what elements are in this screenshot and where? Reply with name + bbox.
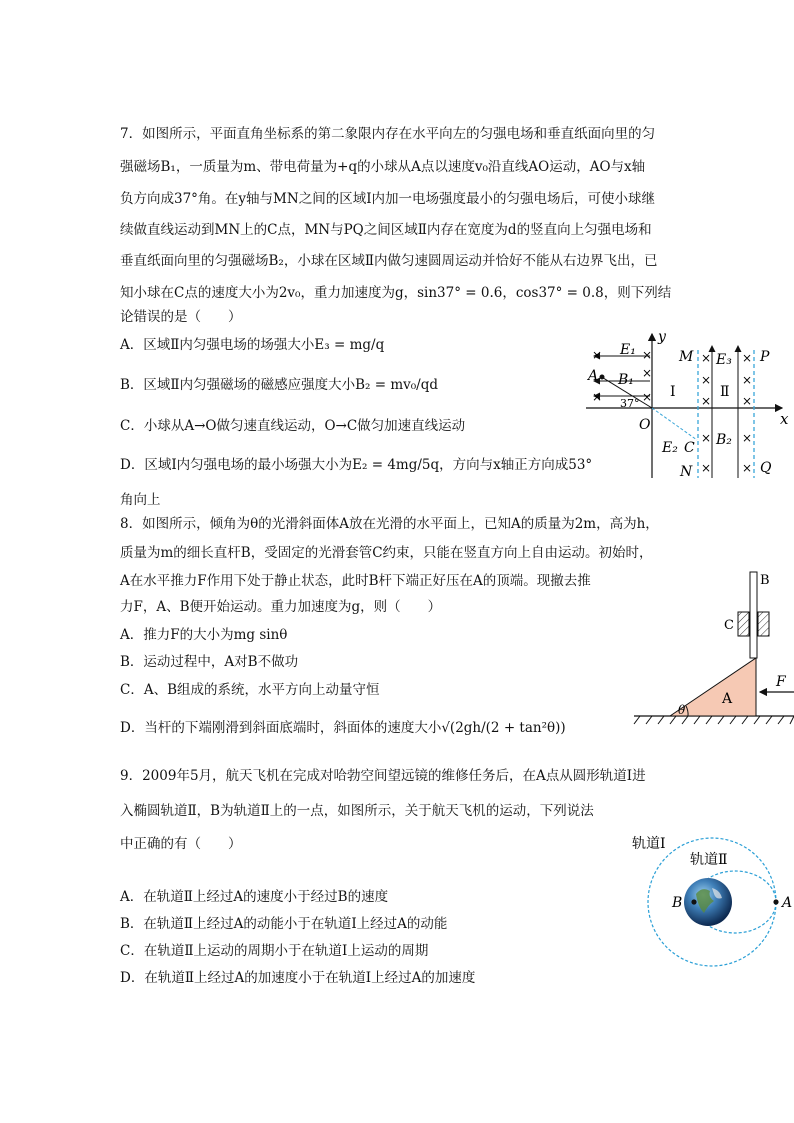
svg-text:×: × bbox=[742, 431, 753, 445]
b2-crosses bbox=[701, 351, 752, 475]
q8-line-1: 8．如图所示，倾角为θ的光滑斜面体A放在光滑的水平面上，已知A的质量为2m，高为h， bbox=[120, 516, 659, 532]
q8-line-2: 质量为m的细长直杆B，受固定的光滑套管C约束，只能在竖直方向上自由运动。初始时， bbox=[120, 545, 653, 561]
sleeve-c-left bbox=[738, 612, 749, 636]
label-point-b: B bbox=[672, 895, 683, 911]
label-e3: E₃ bbox=[716, 352, 732, 368]
label-angle: 37° bbox=[620, 397, 640, 410]
line-oc bbox=[652, 408, 697, 440]
svg-text:×: × bbox=[701, 351, 712, 365]
label-o: O bbox=[639, 417, 651, 433]
y-axis-label: y bbox=[658, 329, 666, 345]
q8-option-b: B．运动过程中，A对B不做功 bbox=[120, 654, 299, 670]
svg-text:×: × bbox=[742, 461, 753, 475]
q9-line-1: 9．2009年5月，航天飞机在完成对哈勃空间望远镜的维修任务后，在A点从圆形轨道Ⅰ进 bbox=[120, 768, 646, 784]
q7-line-2: 强磁场B₁，一质量为m、带电荷量为+q的小球从A点以速度v₀沿直线AO运动，AO与x轴 bbox=[120, 159, 646, 175]
rod-b bbox=[750, 572, 757, 658]
svg-text:×: × bbox=[742, 394, 753, 408]
label-q: Q bbox=[760, 460, 772, 476]
svg-text:×: × bbox=[592, 348, 603, 362]
label-n: N bbox=[680, 464, 693, 480]
q8-line-3: A在水平推力F作用下处于静止状态，此时B杆下端正好压在A的顶端。现撤去推 bbox=[120, 573, 591, 589]
label-b2: B₂ bbox=[716, 432, 732, 448]
point-b bbox=[691, 899, 696, 904]
q7-line-4: 续做直线运动到MN上的C点，MN与PQ之间区域Ⅱ内存在宽度为d的竖直向上匀强电场和 bbox=[120, 222, 652, 238]
q7-option-b: B．区域Ⅱ内匀强磁场的磁感应强度大小B₂ = mv₀/qd bbox=[120, 377, 438, 393]
label-c: C bbox=[684, 440, 695, 456]
point-a bbox=[773, 899, 778, 904]
label-e2: E₂ bbox=[662, 440, 678, 456]
svg-text:×: × bbox=[701, 431, 712, 445]
label-m: M bbox=[679, 349, 694, 365]
label-orbit-2: 轨道Ⅱ bbox=[690, 852, 728, 868]
svg-text:×: × bbox=[742, 373, 753, 387]
label-a: A bbox=[588, 368, 599, 384]
svg-text:×: × bbox=[642, 390, 653, 404]
q9-option-a: A．在轨道Ⅱ上经过A的速度小于经过B的速度 bbox=[120, 889, 389, 905]
label-rod-b: B bbox=[760, 573, 770, 588]
label-region-i: Ⅰ bbox=[670, 384, 676, 400]
label-b1: B₁ bbox=[618, 372, 634, 388]
svg-text:×: × bbox=[701, 373, 712, 387]
q7-option-a: A．区域Ⅱ内匀强电场的场强大小E₃ = mg/q bbox=[120, 337, 385, 353]
q7-option-c: C．小球从A→O做匀速直线运动，O→C做匀加速直线运动 bbox=[120, 418, 466, 434]
label-theta: θ bbox=[678, 703, 686, 717]
q7-line-5: 垂直纸面向里的匀强磁场B₂，小球在区域Ⅱ内做匀速圆周运动并恰好不能从右边界飞出，已 bbox=[120, 253, 658, 269]
q8-wedge-diagram bbox=[630, 568, 794, 732]
svg-text:×: × bbox=[701, 461, 712, 475]
q8-option-c: C．A、B组成的系统，水平方向上动量守恒 bbox=[120, 682, 380, 698]
label-orbit-1: 轨道Ⅰ bbox=[632, 836, 666, 852]
label-p: P bbox=[760, 349, 770, 365]
q8-line-4: 力F，A、B便开始运动。重力加速度为g，则（ ） bbox=[120, 599, 442, 615]
q7-line-3: 负方向成37°角。在y轴与MN之间的区域Ⅰ内加一电场强度最小的匀强电场后，可使小球继 bbox=[120, 191, 656, 207]
sleeve-c-right bbox=[758, 612, 769, 636]
q9-option-d: D．在轨道Ⅱ上经过A的加速度小于在轨道Ⅰ上经过A的加速度 bbox=[120, 970, 476, 986]
q9-line-3: 中正确的有（ ） bbox=[120, 836, 242, 852]
svg-text:×: × bbox=[642, 348, 653, 362]
q7-field-diagram bbox=[582, 328, 792, 484]
q7-line-1: 7．如图所示，平面直角坐标系的第二象限内存在水平向左的匀强电场和垂直纸面向里的匀 bbox=[120, 126, 656, 142]
q9-option-b: B．在轨道Ⅱ上经过A的动能小于在轨道Ⅰ上经过A的动能 bbox=[120, 916, 448, 932]
q7-line-7: 论错误的是（ ） bbox=[120, 309, 242, 325]
label-force-f: F bbox=[776, 674, 786, 690]
label-sleeve-c: C bbox=[724, 618, 734, 633]
q7-line-6: 知小球在C点的速度大小为2v₀，重力加速度为g，sin37° = 0.6，cos37° = 0.8，则下列结 bbox=[120, 285, 672, 301]
svg-text:×: × bbox=[742, 351, 753, 365]
ball-a bbox=[600, 375, 605, 380]
label-point-a: A bbox=[782, 895, 793, 911]
q7-option-d-cont: 角向上 bbox=[120, 492, 161, 508]
svg-text:×: × bbox=[592, 390, 603, 404]
label-e1: E₁ bbox=[620, 342, 636, 358]
q7-option-d: D．区域Ⅰ内匀强电场的最小场强大小为E₂ = 4mg/5q，方向与x轴正方向成53° bbox=[120, 457, 593, 473]
q9-orbit-diagram bbox=[626, 830, 794, 972]
q8-option-d: D．当杆的下端刚滑到斜面底端时，斜面体的速度大小√(2gh/(2 + tan²θ)) bbox=[120, 720, 566, 736]
x-axis-label: x bbox=[780, 410, 789, 428]
q8-option-a: A．推力F的大小为mg sinθ bbox=[120, 627, 288, 643]
label-region-ii: Ⅱ bbox=[720, 384, 730, 400]
label-wedge-a: A bbox=[722, 691, 733, 707]
ground-hatch bbox=[634, 716, 794, 724]
svg-text:×: × bbox=[701, 394, 712, 408]
q9-line-2: 入椭圆轨道Ⅱ，B为轨道Ⅱ上的一点，如图所示，关于航天飞机的运动，下列说法 bbox=[120, 803, 594, 819]
q9-option-c: C．在轨道Ⅱ上运动的周期小于在轨道Ⅰ上运动的周期 bbox=[120, 943, 429, 959]
svg-text:×: × bbox=[642, 366, 653, 380]
